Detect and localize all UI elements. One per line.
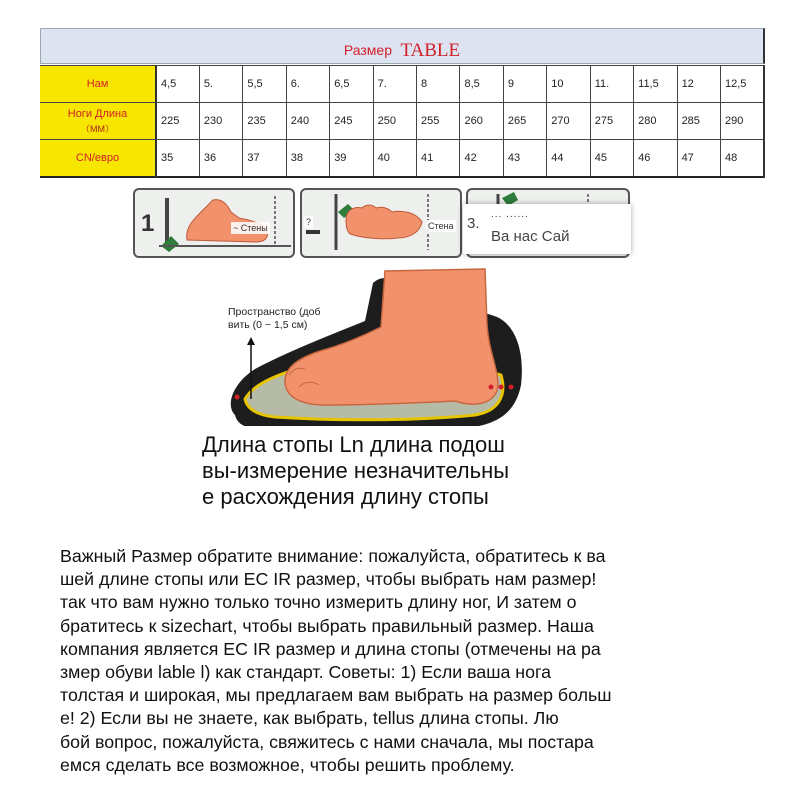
table-cell: 35: [156, 140, 199, 178]
foot-length-caption: [196, 426, 556, 530]
table-cell: 4,5: [156, 66, 199, 103]
table-cell: 255: [417, 103, 460, 140]
note-line: бой вопрос, пожалуйста, свяжитесь с нами сначала, мы постара: [60, 731, 594, 752]
foot-in-shoe-illustration: [215, 265, 535, 435]
size-grid: [40, 65, 765, 178]
table-cell: 6.: [286, 66, 329, 103]
row-header-label: Нам: [86, 78, 109, 90]
foot-side-icon: [135, 190, 295, 258]
row-foot-length: [40, 103, 764, 140]
caption-line-2: вы-измерение незначительны: [202, 458, 510, 483]
step-2-label: Стена: [428, 221, 454, 231]
popup-hint[interactable]: [463, 204, 631, 254]
row-header: [40, 66, 156, 103]
note-line: братитесь к sizechart, чтобы выбрать правильный размер. Наша: [60, 615, 594, 636]
space-label-line-1: Пространство (доб: [228, 306, 321, 318]
size-table: [40, 28, 765, 173]
table-cell: 38: [286, 140, 329, 178]
caption-line-1: Длина стопы Ln длина подош: [202, 432, 505, 457]
step-2-panel: [300, 188, 462, 258]
table-cell: 43: [503, 140, 546, 178]
table-cell: 36: [199, 140, 242, 178]
table-cell: 37: [243, 140, 286, 178]
note-line: так что вам нужно только точно измерить длину ног, И затем о: [60, 592, 577, 613]
table-cell: 285: [677, 103, 720, 140]
row-eu-size: [40, 140, 764, 178]
space-label: [228, 306, 321, 332]
table-cell: 48: [720, 140, 764, 178]
table-cell: 9: [503, 66, 546, 103]
table-cell: 39: [330, 140, 373, 178]
table-cell: 5.: [199, 66, 242, 103]
table-cell: 6,5: [330, 66, 373, 103]
row-header-unit: （ММ）: [81, 123, 114, 134]
row-header-label: CN/евро: [75, 152, 120, 164]
caption-line-3: е расхождения длину стопы: [202, 484, 489, 509]
table-cell: 42: [460, 140, 503, 178]
table-cell: 240: [286, 103, 329, 140]
table-cell: 47: [677, 140, 720, 178]
note-line: шей длине стопы или EC IR размер, чтобы выбрать нам размер!: [60, 569, 597, 590]
row-header-label: Ноги Длина: [67, 107, 128, 120]
table-title-en: TABLE: [400, 40, 461, 61]
row-us-size: [40, 66, 764, 103]
table-cell: 11,5: [634, 66, 677, 103]
popup-text: Ва нас Сай: [491, 228, 570, 245]
table-cell: 45: [590, 140, 633, 178]
space-label-line-2: вить (0 ~ 1,5 см): [228, 319, 308, 331]
table-cell: 8: [417, 66, 460, 103]
table-cell: 230: [199, 103, 242, 140]
table-title: [40, 28, 765, 64]
table-cell: 5,5: [243, 66, 286, 103]
table-cell: 270: [547, 103, 590, 140]
table-cell: 7.: [373, 66, 416, 103]
table-cell: 280: [634, 103, 677, 140]
note-line: емся сделать все возможное, чтобы решить проблему.: [60, 754, 515, 775]
table-cell: 265: [503, 103, 546, 140]
popup-number: 3.: [467, 215, 480, 232]
note-line: компания является EC IR размер и длина стопы (отмечены на ра: [60, 638, 601, 659]
table-cell: 250: [373, 103, 416, 140]
table-cell: 12: [677, 66, 720, 103]
table-cell: 12,5: [720, 66, 764, 103]
note-line: толстая и широкая, мы предлагаем вам выбрать на размер больш: [60, 685, 612, 706]
note-line: змер обуви lable l) как стандарт. Советы: 1) Если ваша нога: [60, 662, 551, 683]
table-cell: 44: [547, 140, 590, 178]
table-cell: 260: [460, 103, 503, 140]
table-cell: 235: [243, 103, 286, 140]
table-cell: 41: [417, 140, 460, 178]
table-cell: 225: [156, 103, 199, 140]
step-2-number: ?: [306, 217, 312, 227]
table-cell: 8,5: [460, 66, 503, 103]
row-header: [40, 103, 156, 140]
popup-dots: ... ......: [491, 209, 529, 220]
table-cell: 11.: [590, 66, 633, 103]
table-cell: 245: [330, 103, 373, 140]
step-1-number: 1: [141, 210, 155, 237]
table-cell: 275: [590, 103, 633, 140]
table-title-ru: Размер: [343, 42, 392, 58]
step-1-label: ~ Стены: [233, 223, 268, 233]
note-line: Важный Размер обратите внимание: пожалуйста, обратитесь к ва: [60, 546, 606, 566]
size-note: [56, 542, 756, 775]
table-cell: 10: [547, 66, 590, 103]
table-cell: 290: [720, 103, 764, 140]
note-line: е! 2) Если вы не знаете, как выбрать, tellus длина стопы. Лю: [60, 708, 559, 729]
row-header: [40, 140, 156, 178]
table-cell: 46: [634, 140, 677, 178]
step-1-panel: [133, 188, 295, 258]
table-cell: 40: [373, 140, 416, 178]
